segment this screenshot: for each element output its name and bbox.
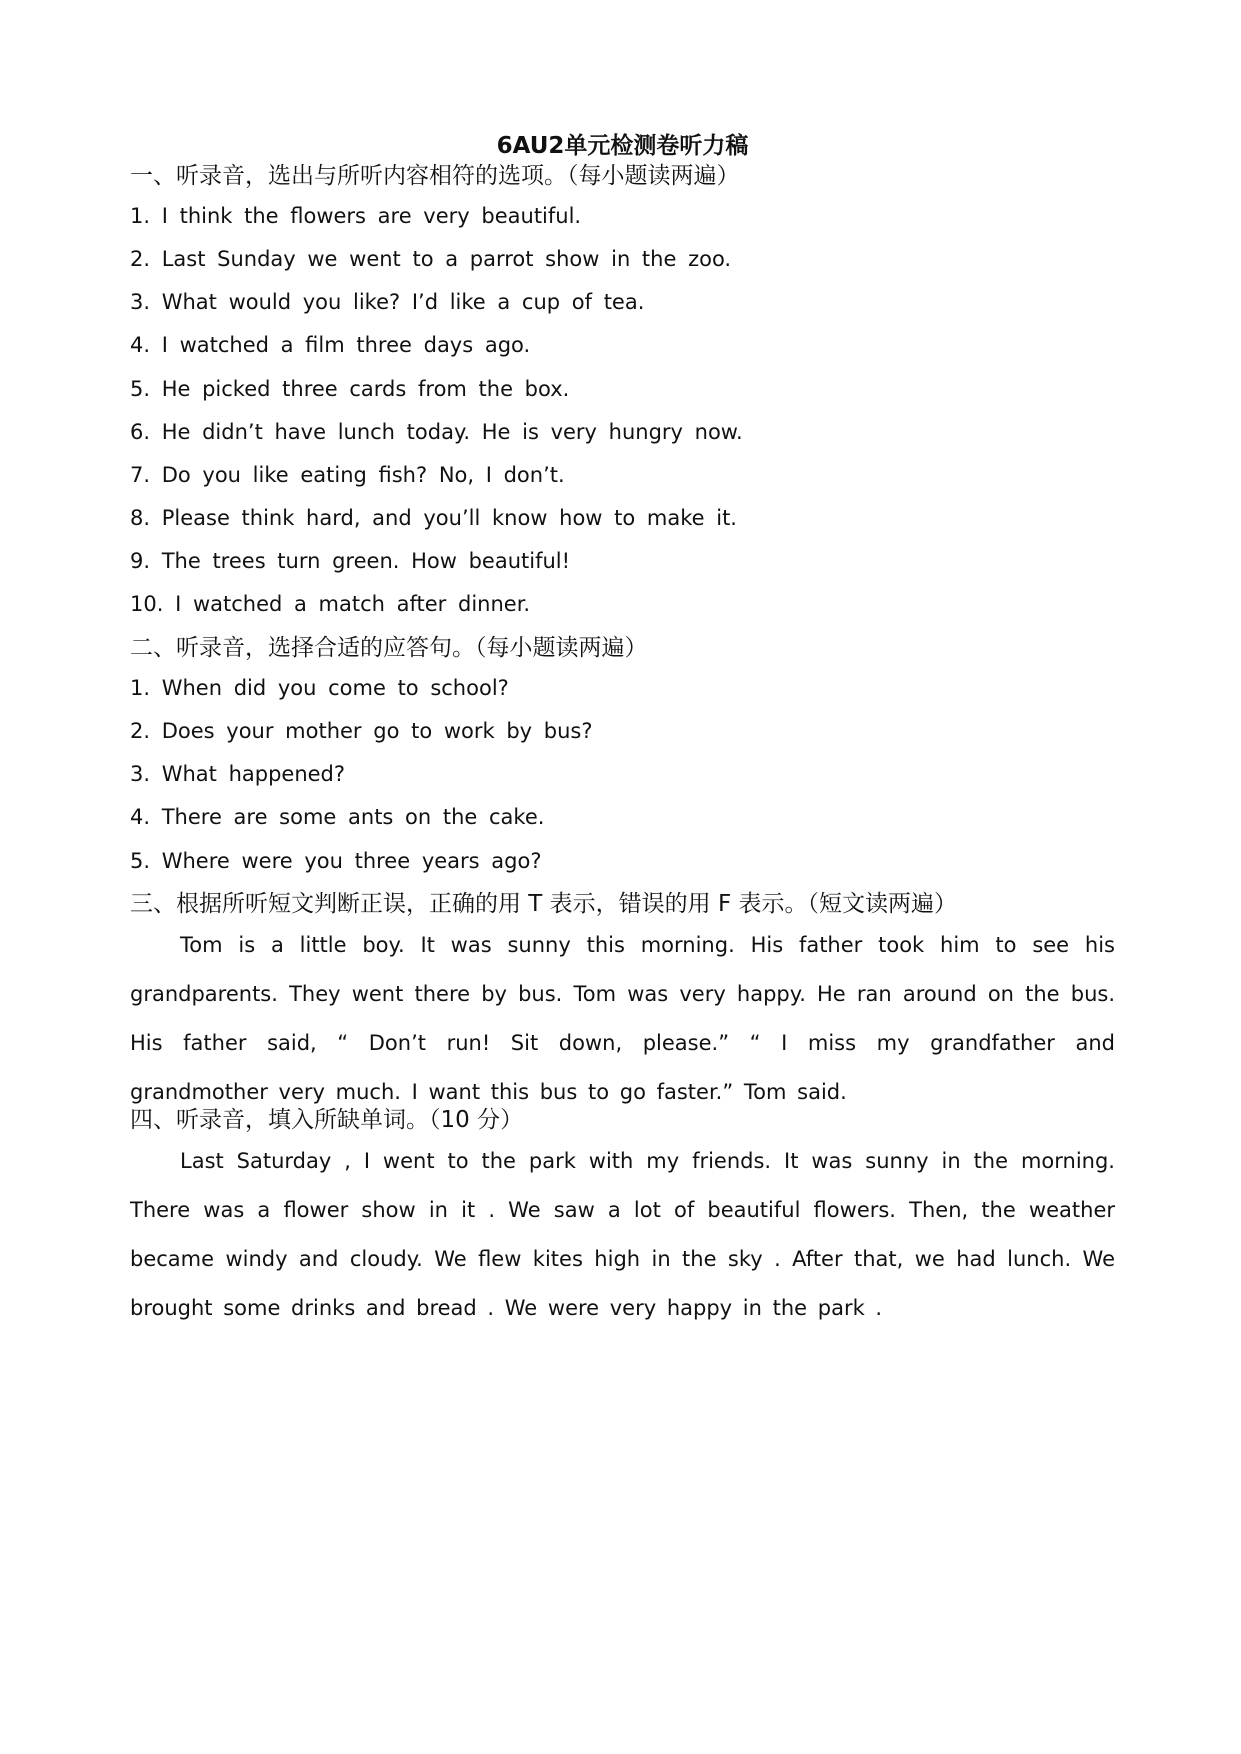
list-item: 1. When did you come to school? (130, 676, 509, 700)
list-item: 1. I think the flowers are very beautiful. (130, 204, 582, 228)
section-3-passage: Tom is a little boy. It was sunny this morning. His father took him to see his grandparents. They went there by bus. Tom was very happy. He ran around on the bus. His father said, “ Don’t run! Sit down, please.” “ I miss my grandfather and grandmother very much. I want this bus to go faster.” Tom said. (130, 933, 1115, 1104)
list-item: 8. Please think hard, and you’ll know how to make it. (130, 506, 737, 530)
document-title: 6AU2单元检测卷听力稿 (496, 133, 749, 159)
list-item: 2. Last Sunday we went to a parrot show in the zoo. (130, 247, 732, 271)
section-3-heading: 三、根据所听短文判断正误，正确的用 T 表示，错误的用 F 表示。（短文读两遍） (130, 891, 958, 917)
section-4-heading: 四、听录音，填入所缺单词。（10 分） (130, 1107, 524, 1133)
section-1-heading: 一、听录音，选出与所听内容相符的选项。（每小题读两遍） (130, 163, 740, 189)
list-item: 3. What happened? (130, 762, 346, 786)
list-item: 4. I watched a film three days ago. (130, 333, 531, 357)
list-item: 2. Does your mother go to work by bus? (130, 719, 593, 743)
list-item: 5. Where were you three years ago? (130, 849, 542, 873)
list-item: 5. He picked three cards from the box. (130, 377, 570, 401)
list-item: 9. The trees turn green. How beautiful! (130, 549, 571, 573)
list-item: 3. What would you like? I’d like a cup of tea. (130, 290, 645, 314)
section-4-passage: Last Saturday , I went to the park with my friends. It was sunny in the morning. There was a flower show in it . We saw a lot of beautiful flowers. Then, the weather became windy and cloudy. We flew kites high in the sky . After that, we had lunch. We brought some drinks and bread . We were very happy in the park . (130, 1149, 1115, 1320)
list-item: 7. Do you like eating fish? No, I don’t. (130, 463, 565, 487)
list-item: 10. I watched a match after dinner. (130, 592, 531, 616)
list-item: 6. He didn’t have lunch today. He is very hungry now. (130, 420, 743, 444)
list-item: 4. There are some ants on the cake. (130, 805, 545, 829)
section-2-heading: 二、听录音，选择合适的应答句。（每小题读两遍） (130, 635, 648, 661)
